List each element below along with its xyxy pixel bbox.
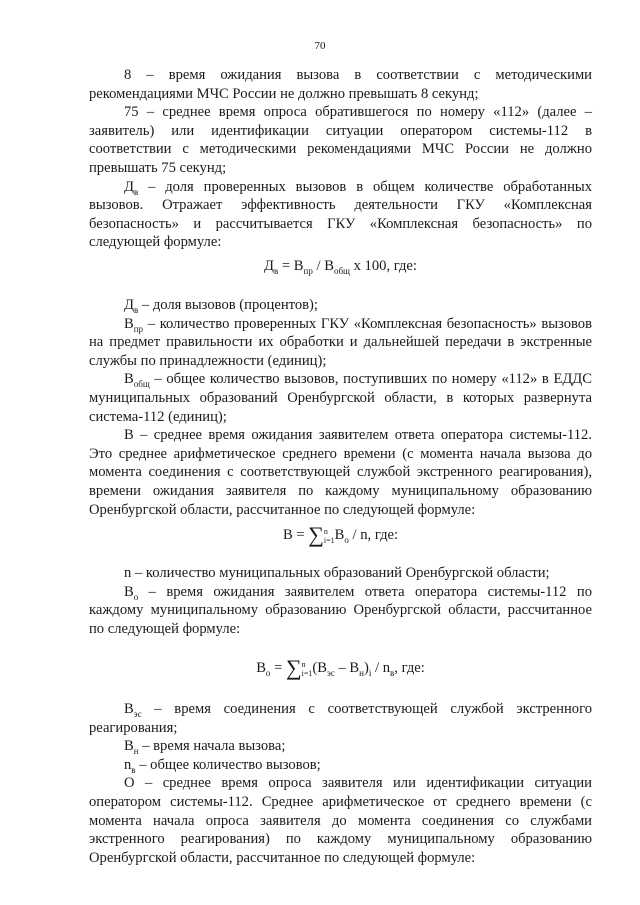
paragraph-survey-time: 75 – среднее время опроса обратившегося по номеру «112» (далее – заявитель) или идентификации ситуации оператором системы-112 в соответствии с методическими рекомендациями МЧС России не должно превышать 75 секунд; — [89, 104, 592, 176]
paragraph-wait-time: 8 – время ожидания вызова в соответствии с методическими рекомендациями МЧС России не должно превышать 8 секунд; — [89, 67, 592, 102]
definition-connection-time: $В_{эс}$ – время соединения с соответствующей службой экстренного реагирования; — [89, 701, 592, 736]
definition-call-count: $n_в$ – общее количество вызовов; — [124, 756, 321, 775]
formula-average-wait: В = ∑n $i=1В_о / n$, где: — [282, 522, 399, 547]
formula-share: $Д_в = В_{пр} / В_{общ}$ х 100, где: — [264, 258, 417, 276]
symbol-subscript: в — [133, 186, 139, 197]
text-block-municipal — [89, 564, 592, 638]
paragraph-text: – доля проверенных вызовов в общем количестве обработанных вызовов. Отражает эффективность деятельности ГКУ «Комплексная безопасность» и рассчитывается ГКУ «Комплексная безопасность» по следующей формуле: — [89, 178, 592, 251]
paragraph-average-wait: В – среднее время ожидания заявителем ответа оператора системы-112. Это среднее арифметическое среднего времени (с момента начала вызова до момента соединения с соответствующей службой экстренного реагирования), времени ожидания заявителя по каждому муниципальному образованию Оренбургской области, рассчитанное по следующей формуле: — [89, 427, 592, 518]
formula-municipal-wait: $В_о = \sum n$ $i=1(В_{эс} - В_н)_i / n_в$, где: — [256, 655, 425, 680]
definition-checked-calls: $В_{пр}$ – количество проверенных ГКУ «Комплексная безопасность» вызовов на предмет правильности их обработки и дальнейшей передачи в экстренные службы по принадлежности (единиц); — [89, 315, 592, 369]
text-block-definitions — [89, 296, 592, 519]
symbol: Д — [124, 178, 134, 195]
paragraph-share-definition — [89, 178, 592, 252]
definition-total-calls: $В_{общ}$ – общее количество вызовов, поступивших по номеру «112» в ЕДДС муниципальных образований Оренбургской области, в которых развернута система-112 (единиц); — [89, 371, 592, 425]
text-block-top — [89, 66, 592, 252]
page-number: 70 — [314, 40, 326, 52]
definition-municipalities: n – количество муниципальных образований Оренбургской области; — [124, 565, 550, 581]
definition-municipal-wait: $В_о$ – время ожидания заявителем ответа оператора системы-112 по каждому муниципальному образованию Оренбургской области, рассчитанное по следующей формуле: — [89, 583, 592, 637]
definition-share: $Д_в$ – доля вызовов (процентов); — [124, 297, 318, 315]
definition-call-start: $В_н$ – время начала вызова; — [124, 738, 286, 757]
text-block-bottom — [89, 700, 592, 867]
paragraph-average-survey: О – среднее время опроса заявителя или идентификации ситуации оператором системы-112. Среднее арифметическое от среднего времени (с момента начала опроса заявителя до момента соединения со службами экстренного реагирования) по каждому муниципальному образованию Оренбургской области, рассчитанное по следующей формуле: — [89, 775, 592, 866]
